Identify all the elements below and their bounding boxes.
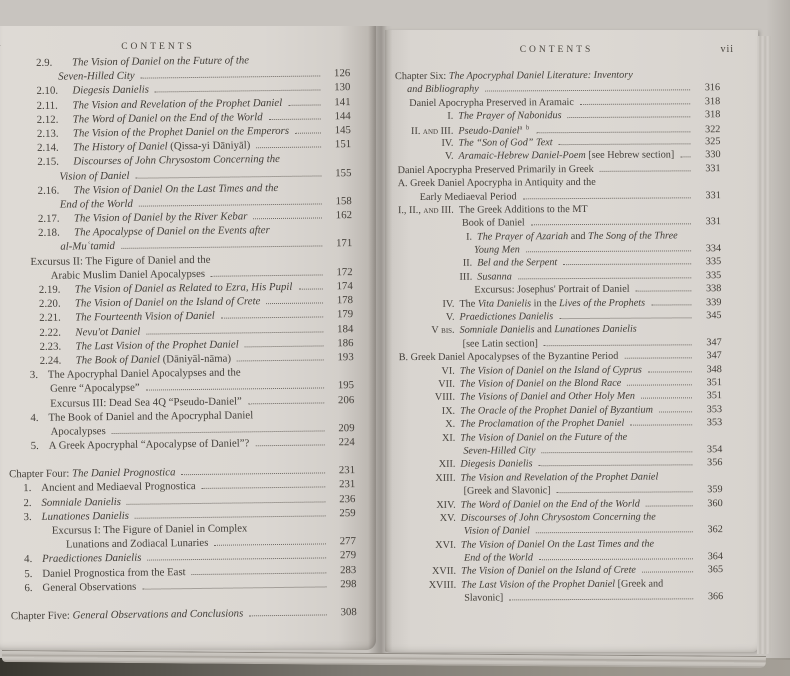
entry-number: I. [466,231,473,243]
entry-title: Arabic Muslim Daniel Apocalypses [50,267,206,282]
book-gutter-shadow [368,26,392,654]
leader-dots [295,132,321,133]
entry-title: The Vision of Daniel as Related to Ezra, His Pupil [74,280,293,296]
leader-dots [298,288,322,289]
entry-number: I. [447,110,454,122]
entry-title: Praedictiones Danielis [459,311,554,323]
entry-title: The Vision of Daniel On the Last Times and the [460,538,655,551]
page-ref: 283 [340,563,357,576]
leader-dots [253,218,322,220]
entry-number: V. [445,311,455,323]
entry-title: Daniel Prognostica from the East [42,565,186,580]
entry-number: 2. [23,496,32,509]
leader-dots [518,277,691,279]
page-ref: 179 [336,308,354,321]
entry-title: Lunations and Zodiacal Lunaries [65,537,209,551]
entry-title: The Word of Daniel on the End of the World [72,110,263,126]
entry-number: V. [444,151,454,163]
entry-number: 2.14. [37,141,59,155]
entry-title: The Greek Additions to the MT [458,203,588,216]
page-ref: 145 [334,124,351,137]
leader-dots [580,103,690,105]
leader-dots [646,505,693,506]
leader-dots [221,317,323,319]
leader-dots [135,515,326,518]
entry-number: I., II., and III. [397,204,454,217]
right-page-number: vii [720,44,734,55]
entry-title: The Vita Danielis in the Lives of the Prophets [459,297,646,310]
entry-title: Apocalypses [50,424,106,438]
entry-title: The Apocryphal Daniel Apocalypses and the [47,366,241,381]
page-ref: 155 [335,166,352,179]
entry-title: Lunationes Danielis [41,509,129,523]
leader-dots [255,444,324,446]
leader-dots [202,487,326,490]
entry-title: al-Muʿtamid [60,240,115,254]
leader-dots [651,304,691,305]
entry-title: B. Greek Daniel Apocalypses of the Byzantine Period [398,350,619,364]
entry-title: The Vision of Daniel by the River Kebar [73,210,248,225]
entry-title: Somniale Danielis and Lunationes Danielis [459,324,637,337]
leader-dots [526,250,691,252]
leader-dots [509,599,693,601]
leader-dots [135,175,321,178]
toc-row [7,606,357,624]
contents-header-right: CONTENTS [519,45,594,55]
page-ref: 236 [339,492,356,505]
entry-title: Pseudo-Daniel$^{a b}$ [458,123,531,137]
leader-dots [536,532,693,534]
page-ref: 354 [707,444,723,456]
page-ref: 308 [340,605,357,619]
entry-title: Aramaic-Hebrew Daniel-Poem [see Hebrew section] [458,149,675,163]
entry-title: Discourses of John Chrysostom Concerning the [73,153,280,168]
right-page [385,30,758,652]
leader-dots [147,558,326,561]
entry-number: XIII. [435,472,456,484]
entry-number: XV. [439,512,456,524]
leader-dots [155,90,321,93]
toc-right [385,69,723,607]
entry-title: Early Mediaeval Period [419,190,517,203]
entry-title: The Vision of Daniel On the Last Times and the [73,181,279,197]
entry-number: 3. [29,369,39,382]
entry-title: The Book of Daniel and the Apocryphal Daniel [48,408,254,424]
page-ref: 331 [705,189,721,201]
entry-title: Daniel Apocrypha Preserved Primarily in Greek [397,163,594,176]
entry-number: IX. [441,405,456,417]
entry-number: XVI. [435,539,456,551]
leader-dots [142,586,326,589]
leader-dots [536,131,690,133]
entry-title: Seven-Hilled City [58,69,135,83]
entry-title: Genre “Apocalypse” [49,381,140,396]
entry-number: XVII. [431,566,457,578]
leader-dots [485,90,690,92]
entry-number: 2.10. [36,85,59,98]
entry-number: X. [445,418,456,430]
page-ref: 193 [337,351,354,364]
leader-dots [531,224,691,226]
entry-number: 2.16. [37,184,60,197]
entry-title: Diegesis Danielis [72,83,149,97]
entry-title: Seven-Hilled City [463,445,536,457]
page-ref: 330 [705,149,721,161]
entry-number: 4. [30,411,39,424]
page-ref: 231 [338,478,356,491]
entry-title: The Fourteenth Vision of Daniel [75,310,215,324]
entry-number: VI. [441,365,455,377]
entry-title: The History of Daniel (Qissa-yi Dāniyāl) [73,139,251,154]
page-ref: 144 [334,109,351,123]
page-ref: 348 [706,363,722,375]
page-ref: 259 [339,506,356,520]
page-ref: 351 [706,390,723,402]
leader-dots [600,170,691,172]
toc-row [388,591,723,606]
page-ref: 353 [706,403,723,415]
leader-dots [121,246,322,249]
entry-title: Chapter Four: The Daniel Prognostica [9,466,176,481]
leader-dots [559,317,691,319]
entry-number: 2.19. [38,283,61,296]
leader-dots [266,303,323,305]
leader-dots [648,371,692,372]
entry-number: V bis. [431,325,455,337]
entry-number: II. [462,258,473,270]
page-ref: 316 [704,82,721,94]
page-ref: 338 [706,283,722,295]
entry-title: Nevu'ot Daniel [75,325,141,339]
leader-dots [245,345,324,347]
entry-title: The Apocalypse of Daniel on the Events after [74,224,270,239]
entry-title: Excursus II: The Figure of Daniel and the [30,253,211,268]
leader-dots [568,116,691,118]
entry-title: The Last Vision of the Prophet Daniel [75,338,239,353]
entry-title: The Vision of the Prophet Daniel on the Emperors [72,124,290,140]
entry-number: 2.23. [39,340,62,353]
leader-dots [139,203,322,206]
entry-title: The Vision of Daniel on the Future of the [71,54,250,69]
page-ref: 162 [335,209,353,222]
entry-number: VII. [438,378,455,390]
leader-dots [288,104,320,105]
entry-title: The “Son of God” Text [458,137,553,149]
page-ref: 345 [706,310,722,322]
entry-title: Vision of Daniel [463,525,530,537]
page-ref: 335 [705,269,722,282]
page-ref: 279 [339,549,357,562]
entry-title: Young Men [474,244,520,256]
entry-title: General Observations [42,580,137,594]
entry-title: The Book of Daniel (Dāniyāl-nāma) [75,352,232,367]
entry-number: 2.22. [39,326,62,339]
page-ref: 335 [705,256,722,268]
entry-title: The Vision of Daniel on the Island of Crete [74,295,261,310]
entry-title: Vision of Daniel [59,169,130,183]
entry-number: 5. [24,567,33,580]
page-ref: 331 [705,162,721,174]
page-ref: 130 [334,81,351,94]
page-ref: 298 [340,577,357,590]
leader-dots [630,424,692,425]
leader-dots [181,473,325,476]
leader-dots [146,331,323,334]
entry-number: XVIII. [428,579,457,591]
page-ref: 360 [707,497,723,509]
page-ref: 184 [337,322,354,335]
page-ref: 158 [335,194,352,208]
entry-number: XIV. [436,499,456,511]
entry-title: The Vision and Revelation of the Prophet Daniel [460,471,659,484]
entry-title: The Word of Daniel on the End of the World [460,498,640,511]
entry-title: Susanna [477,271,512,283]
page-ref: 277 [339,535,357,548]
page-ref: 151 [334,138,352,151]
entry-title: Praedictiones Danielis [42,552,142,566]
leader-dots [541,451,692,453]
page-ref: 174 [336,280,353,293]
leader-dots [641,398,692,399]
leader-dots [248,402,324,404]
entry-number: 2.9. [35,56,53,69]
entry-title: End of the World [59,197,133,211]
entry-title: [Greek and Slavonic] [463,485,551,497]
entry-title: Book of Daniel [461,217,525,230]
page-ref: 365 [707,564,724,576]
page-ref: 206 [337,393,355,406]
entry-title: The Oracle of the Prophet Daniel of Byzantium [460,404,653,417]
entry-number: 2.17. [37,212,60,225]
entry-number: 2.11. [36,99,58,112]
entry-title: The Proclamation of the Prophet Daniel [460,417,625,430]
page-ref: 186 [337,336,354,350]
leader-dots [211,274,323,276]
left-page [0,26,376,650]
page-ref: 318 [704,109,721,121]
entry-number: 2.20. [38,297,61,311]
entry-title: Discourses of John Chrysostom Concerning the [460,511,656,524]
leader-dots [539,558,693,560]
entry-number: 2.18. [38,226,60,240]
leader-dots [539,465,693,467]
entry-title: Chapter Six: The Apocryphal Daniel Literature: Inventory [395,69,633,83]
entry-number: IV. [441,137,454,149]
entry-title: A Greek Apocryphal “Apocalypse of Daniel”? [48,437,250,452]
entry-title: The Prayer of Azariah and The Song of the Three [476,230,678,243]
entry-title: End of the World [463,552,533,564]
entry-title: Excursus: Josephus' Portrait of Daniel [474,283,630,296]
page-ref: 351 [706,377,722,389]
entry-number: 6. [24,581,33,594]
leader-dots [636,291,692,292]
page-ref: 231 [338,464,356,477]
leader-dots [523,197,691,199]
page-ref: 178 [336,294,354,307]
toc-left [0,53,357,624]
entry-number: VIII. [434,392,456,404]
entry-number: 3. [23,510,32,523]
leader-dots [269,118,321,120]
entry-number: 1. [23,482,32,495]
page-ref: 172 [336,265,353,279]
page-ref: 195 [337,379,355,392]
leader-dots [112,430,325,434]
entry-title: Diegesis Danielis [460,458,533,471]
entry-title: Chapter Five: General Observations and Conclusions [10,607,244,623]
entry-number: XI. [441,432,456,444]
page-ref: 356 [707,457,723,469]
leader-dots [192,572,327,575]
leader-dots [249,614,327,616]
entry-title: Somniale Danielis [41,495,121,509]
leader-dots [557,491,693,493]
page-ref: 347 [706,350,722,362]
entry-title: Daniel Apocrypha Preserved in Aramaic [409,96,574,109]
entry-title: The Last Vision of the Prophet Daniel [Greek and [461,578,664,591]
entry-title: The Visions of Daniel and Other Holy Men [459,391,635,404]
leader-dots [642,572,693,573]
entry-title: Bel and the Serpent [477,257,558,270]
leader-dots [659,411,692,412]
entry-number: 2.24. [39,354,62,367]
page-ref: 126 [333,67,351,80]
leader-dots [627,384,692,385]
page-ref: 359 [707,484,723,496]
entry-title: The Vision and Revelation of the Prophet Daniel [72,96,283,112]
entry-number: 2.21. [39,312,61,325]
entry-number: 2.15. [37,155,59,169]
entry-title: The Vision of Daniel on the Blond Race [459,377,622,390]
entry-number: 2.12. [36,113,59,126]
leader-dots [127,501,326,504]
leader-dots [256,147,321,149]
page-ref: 331 [705,216,721,228]
leader-dots [563,264,691,266]
entry-number: 5. [30,439,39,453]
page-ref: 224 [338,436,355,449]
leader-dots [544,344,692,346]
entry-title: The Prayer of Nabonidus [458,110,562,122]
page-ref: 171 [336,237,353,250]
leader-dots [214,544,326,546]
entry-title: Excursus I: The Figure of Daniel in Complex [51,522,248,537]
leader-dots [237,359,324,361]
entry-title: The Vision of Daniel on the Island of Crete [461,565,636,578]
entry-title: The Vision of Daniel on the Future of the [460,431,628,444]
entry-title: Slavonic] [464,592,504,604]
entry-title: and Bibliography [407,84,479,96]
page-ref: 364 [707,551,724,563]
entry-number: II. and III. [411,125,454,137]
entry-number: III. [459,271,473,283]
entry-title: A. Greek Daniel Apocrypha in Antiquity and the [397,177,596,190]
entry-number: 2.13. [36,127,59,140]
leader-dots [559,143,691,145]
page-ref: 353 [706,417,723,429]
page-ref: 325 [705,136,721,148]
leader-dots [141,76,321,79]
page-ref: 209 [338,421,355,435]
entry-number: 4. [24,553,33,566]
page-ref: 318 [704,95,721,108]
page-ref: 339 [706,296,722,308]
leader-dots [146,388,324,391]
entry-number: IV. [442,298,455,310]
page-stack-right-edge [757,36,771,654]
entry-title: Ancient and Mediaeval Prognostica [41,480,196,495]
page-ref: 334 [705,243,722,255]
entry-number: XII. [438,459,456,471]
leader-dots [624,358,691,359]
page-ref: 322 [705,123,721,135]
entry-title: The Vision of Daniel on the Island of Cyprus [459,364,642,377]
page-ref: 366 [707,591,724,603]
page-ref: 141 [334,95,351,108]
contents-header-left: CONTENTS [121,42,195,52]
leader-dots [680,157,690,158]
entry-title: Excursus III: Dead Sea 4Q “Pseudo-Daniel” [50,394,242,410]
entry-title: [see Latin section] [462,338,538,350]
page-ref: 362 [707,524,723,536]
page-ref: 347 [706,336,722,349]
